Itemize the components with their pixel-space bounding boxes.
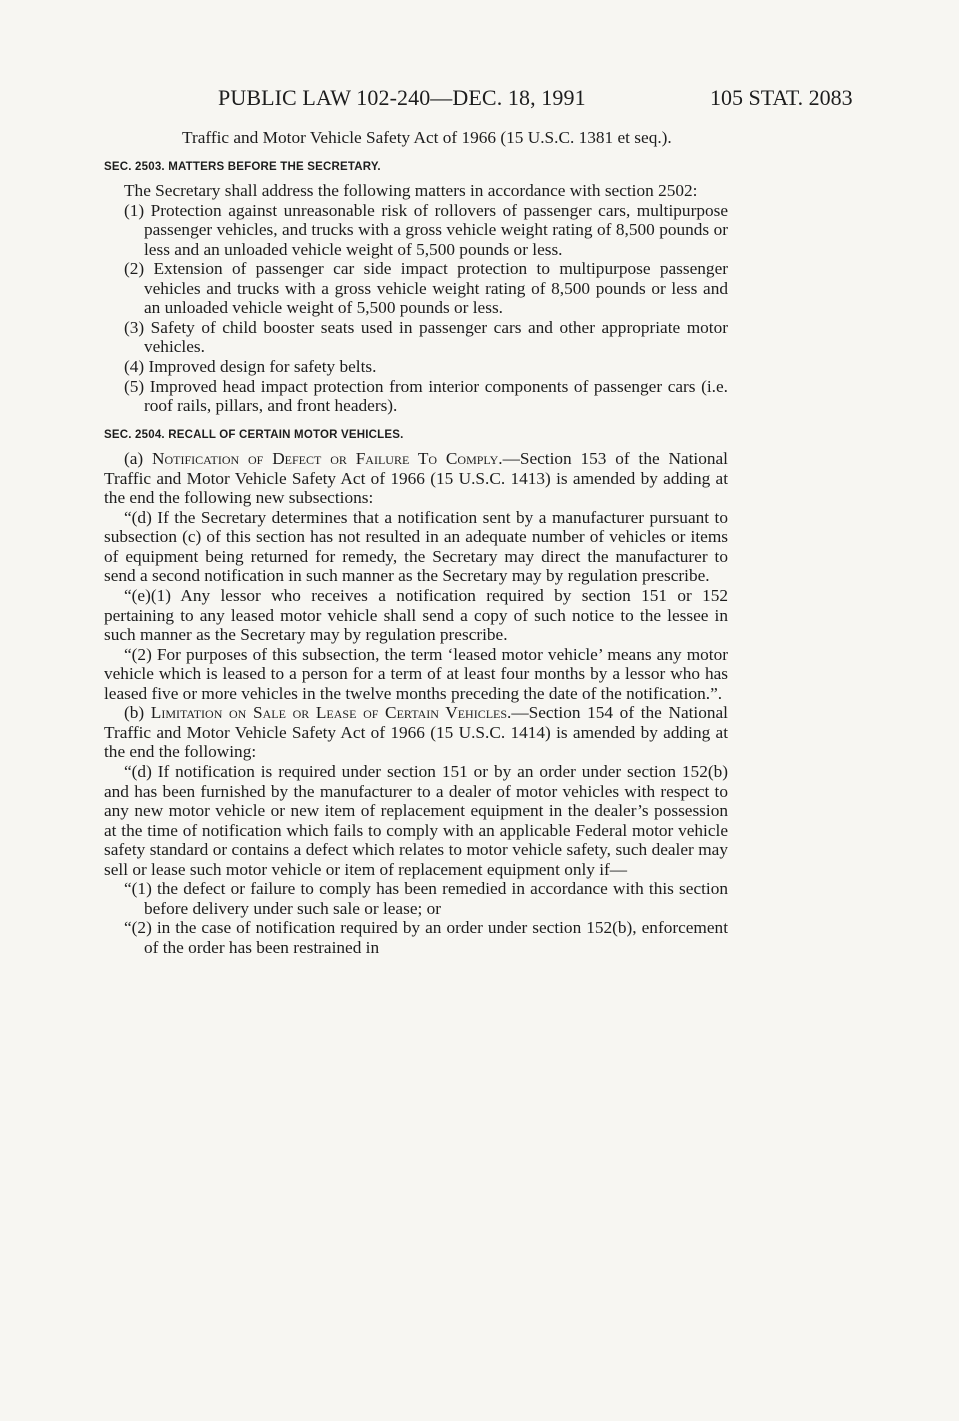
list-item: (1) Protection against unreasonable risk of rollovers of passenger cars, multipurpose passenger vehicles, and trucks with a gross vehicle weight rating of 8,500 pounds or less and an unloaded vehicle weight of 5,500 pounds or less. bbox=[124, 200, 728, 259]
subsection-b-label: (b) bbox=[124, 703, 151, 723]
list-item: (2) Extension of passenger car side impact protection to multipurpose passenger vehicles and trucks with a gross vehicle weight rating of 8,500 pounds or less and an unloaded vehicle weight of 5,500 pounds or less. bbox=[124, 259, 728, 318]
section-2503-heading: SEC. 2503. MATTERS BEFORE THE SECRETARY. bbox=[104, 160, 381, 173]
lead-continuation: Traffic and Motor Vehicle Safety Act of 1966 (15 U.S.C. 1381 et seq.). bbox=[182, 128, 672, 147]
subsection-a bbox=[104, 449, 728, 508]
running-header-law: PUBLIC LAW 102-240—DEC. 18, 1991 bbox=[218, 85, 586, 110]
list-item: “(1) the defect or failure to comply has been remedied in accordance with this section before delivery under such sale or lease; or bbox=[124, 879, 728, 918]
section-2503-intro: The Secretary shall address the following matters in accordance with section 2502: bbox=[124, 181, 698, 201]
list-item: (3) Safety of child booster seats used in passenger cars and other appropriate motor vehicles. bbox=[124, 317, 728, 357]
subsection-b-caption: Limitation on Sale or Lease of Certain Vehicles. bbox=[150, 703, 512, 723]
quoted-subsection-e1: “(e)(1) Any lessor who receives a notification required by section 151 or 152 pertaining to any leased motor vehicle shall send a copy of such notice to the lessee in such manner as the Secretary may by regulation prescribe. bbox=[104, 586, 728, 645]
quoted-subsection-d2: “(d) If notification is required under section 151 or by an order under section 152(b) and has been furnished by the manufacturer to a dealer of motor vehicles with respect to any new motor vehicle or new item of replacement equipment in the dealer’s possession at the time of notification which fails to comply with an applicable Federal motor vehicle safety standard or contains a defect which relates to motor vehicle safety, such dealer may sell or lease such motor vehicle or item of replacement equipment only if— bbox=[104, 761, 728, 879]
section-2504-heading: SEC. 2504. RECALL OF CERTAIN MOTOR VEHICLES. bbox=[104, 428, 404, 441]
subsection-b-text: —Section 154 of the National Traffic and Motor Vehicle Safety Act of 1966 (15 U.S.C. 1414) is amended by adding at the end the following: bbox=[104, 703, 728, 762]
list-item: “(2) in the case of notification required by an order under section 152(b), enforcement of the order has been restrained in bbox=[124, 918, 728, 957]
quoted-subsection-e2: “(2) For purposes of this subsection, the term ‘leased motor vehicle’ means any motor vehicle which is leased to a person for a term of at least four months by a lessor who has leased five or more vehicles in the twelve months preceding the date of the notification.”. bbox=[104, 644, 728, 703]
list-item: (5) Improved head impact protection from interior components of passenger cars (i.e. roof rails, pillars, and front headers). bbox=[124, 376, 728, 416]
subsection-a-caption: Notification of Defect or Failure To Comply. bbox=[152, 449, 503, 469]
subsection-a-text: —Section 153 of the National Traffic and Motor Vehicle Safety Act of 1966 (15 U.S.C. 1413) is amended by adding at the end the following new subsections: bbox=[104, 449, 728, 508]
running-header-stat: 105 STAT. 2083 bbox=[710, 85, 853, 110]
list-item: (4) Improved design for safety belts. bbox=[124, 357, 377, 377]
page-body bbox=[104, 128, 728, 957]
subsection-a-label: (a) bbox=[124, 449, 153, 469]
quoted-subsection-d: “(d) If the Secretary determines that a notification sent by a manufacturer pursuant to subsection (c) of this section has not resulted in an adequate number of vehicles or items of equipment being returned for remedy, the Secretary may direct the manufacturer to send a second notification in such manner as the Secretary may by regulation prescribe. bbox=[104, 507, 728, 586]
subsection-b bbox=[104, 703, 728, 762]
